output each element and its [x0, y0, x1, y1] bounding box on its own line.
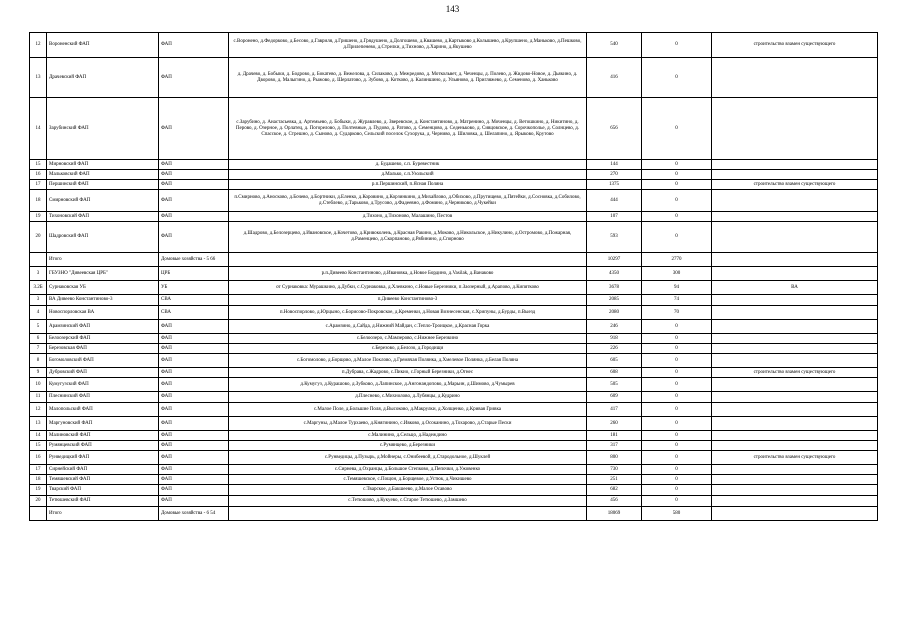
- facility-name: Мирновский ФАП: [47, 160, 159, 170]
- facility-name: Драчевский ФАП: [47, 58, 159, 98]
- facility-type: ФАП: [159, 222, 229, 253]
- facility-name: Белоозерский ФАП: [47, 334, 159, 344]
- facility-name: Итого: [47, 253, 159, 267]
- table-row: [30, 33, 878, 58]
- note: [712, 344, 878, 354]
- population-value: 416: [587, 58, 642, 98]
- row-number: 17: [30, 465, 47, 475]
- table-row: [30, 344, 878, 354]
- second-value: 0: [642, 441, 712, 451]
- facility-name: Березовская ФАП: [47, 344, 159, 354]
- facility-type: ФАП: [159, 465, 229, 475]
- settlements-list: с.Зарубино, д. Анастасьевка, д. Артемьево, д. Бобыки, д. Журавлево, д. Зверевское, д. Константиново, д. Матренино, д. Моченцы, д. Ветошкино, д. Никитино, д. Перово, д. Озерное, д. Орлатец, д. Погорелово, д. Полтевные, д. Пудово, д. Ратово, д. Семенцово, д. Седеньково, д. Сивцовское, д. Сорочкополье, д. Солнцево, д. Спасское, д. Стрешно, д. Сыново, д. Сударково, Сельский поселок Сухорука, д. Черниво, д. Шиловка, д. Шелапино, д. Ярыково, Крутово: [229, 98, 587, 160]
- facility-name: Румянцевский ФАП: [47, 441, 159, 451]
- facility-type: ФАП: [159, 496, 229, 507]
- second-value: 0: [642, 334, 712, 344]
- table-row: [30, 417, 878, 431]
- population-value: 270: [587, 170, 642, 180]
- facility-name: Тихоновский ФАП: [47, 212, 159, 222]
- settlements-list: с.Тварское, д.Бакшеево, д.Малое Осавово: [229, 485, 587, 496]
- settlements-list: д.Шадрово, д.Белозерцево, д.Ивановское, д.Кочетово, д.Кривоколень, д.Красная Ракино, д.Моково, д.Никольское, д.Никулино, д.Остромово, д.Пожарная, д.Раменцево, д.Скорпаново, д.Рябинино, д.Спорново: [229, 222, 587, 253]
- row-number: 13: [30, 58, 47, 98]
- row-number: 10: [30, 378, 47, 392]
- population-value: 918: [587, 334, 642, 344]
- second-value: 0: [642, 354, 712, 368]
- second-value: 0: [642, 170, 712, 180]
- settlements-list: д.Тихоно, д.Тихоново, Малашино, Пестов: [229, 212, 587, 222]
- second-value: 0: [642, 475, 712, 485]
- population-value: 251: [587, 475, 642, 485]
- facility-type: УБ: [159, 281, 229, 295]
- population-value: 593: [587, 222, 642, 253]
- facility-name: ГБУЗНО "Дивеевская ЦРБ": [47, 267, 159, 281]
- settlements-list: [229, 253, 587, 267]
- row-number: 15: [30, 441, 47, 451]
- row-number: 8: [30, 354, 47, 368]
- table-row: [30, 180, 878, 190]
- note: [712, 212, 878, 222]
- facility-type: ФАП: [159, 58, 229, 98]
- note: [712, 378, 878, 392]
- table-row: [30, 222, 878, 253]
- facility-name: Дубровский ФАП: [47, 368, 159, 378]
- facility-type: ФАП: [159, 320, 229, 334]
- row-number: 14: [30, 431, 47, 441]
- settlements-list: п.Дубрава, с.Жадрово, с.Пикио, с.Горный Березники, д.Огнес: [229, 368, 587, 378]
- facility-type: Домовые хозяйства - 6 54: [159, 507, 229, 521]
- note: [712, 475, 878, 485]
- second-value: 2770: [642, 253, 712, 267]
- table-row: [30, 403, 878, 417]
- facility-name: Тварский ФАП: [47, 485, 159, 496]
- facility-type: ФАП: [159, 368, 229, 378]
- row-number: 11: [30, 392, 47, 403]
- note: строительство взамен существующего: [712, 33, 878, 58]
- table-row: [30, 378, 878, 392]
- note: [712, 253, 878, 267]
- row-number: 13: [30, 417, 47, 431]
- second-value: 94: [642, 281, 712, 295]
- settlements-list: [229, 507, 587, 521]
- second-value: 0: [642, 180, 712, 190]
- settlements-list: д.Плеснево, с.Михнолово, д.Лубянцы, д.Кудрино: [229, 392, 587, 403]
- note: [712, 465, 878, 475]
- facility-type: ФАП: [159, 190, 229, 212]
- population-value: 1375: [587, 180, 642, 190]
- facility-type: ФАП: [159, 441, 229, 451]
- table-row: [30, 441, 878, 451]
- table-row: [30, 451, 878, 465]
- settlements-list: с.Темяшевское, с.Пощон, д.Борщевое, д.Устюк, д.Чикишево: [229, 475, 587, 485]
- population-value: 605: [587, 354, 642, 368]
- facility-type: СВА: [159, 295, 229, 306]
- second-value: 0: [642, 378, 712, 392]
- population-value: 456: [587, 496, 642, 507]
- table-row: [30, 320, 878, 334]
- facility-name: Вороненский ФАП: [47, 33, 159, 58]
- settlements-list: с.Сирнева, д.Охранцы, д.Большое Степково, д.Пепочки, д.Ужовенко: [229, 465, 587, 475]
- population-value: 730: [587, 465, 642, 475]
- row-number: 6: [30, 334, 47, 344]
- table-row: [30, 160, 878, 170]
- settlements-list: с.Богомолово, д.Борщово, д.Малое Поклово, д.Гремячая Полянка, д.Хмелевое Полянка, д.Белая Поляна: [229, 354, 587, 368]
- second-value: 0: [642, 368, 712, 378]
- row-number: 18: [30, 475, 47, 485]
- row-number: [30, 507, 47, 521]
- facility-name: ВА Дивеево Константиново-3: [47, 295, 159, 306]
- facility-name: Сирнейский ФАП: [47, 465, 159, 475]
- second-value: 74: [642, 295, 712, 306]
- second-value: 0: [642, 431, 712, 441]
- population-value: 417: [587, 403, 642, 417]
- population-value: 181: [587, 431, 642, 441]
- row-number: 5: [30, 320, 47, 334]
- facility-name: Богомоловский ФАП: [47, 354, 159, 368]
- settlements-list: с.Румянцево, д.Березники: [229, 441, 587, 451]
- facility-type: ФАП: [159, 334, 229, 344]
- facility-type: ФАП: [159, 98, 229, 160]
- note: [712, 320, 878, 334]
- row-number: 3.2Б: [30, 281, 47, 295]
- second-value: 0: [642, 392, 712, 403]
- facility-type: ФАП: [159, 378, 229, 392]
- row-number: 16: [30, 170, 47, 180]
- table-row: [30, 306, 878, 320]
- facility-type: ФАП: [159, 475, 229, 485]
- facility-type: ФАП: [159, 160, 229, 170]
- table-row: [30, 354, 878, 368]
- facility-type: ФАП: [159, 344, 229, 354]
- facility-name: Новоспорловская ВА: [47, 306, 159, 320]
- table-row: [30, 212, 878, 222]
- second-value: 0: [642, 320, 712, 334]
- row-number: 14: [30, 98, 47, 160]
- settlements-list: п.Смирново, д.Аносково, д.Бочево, д.Бортники, д.Еленко, д.Коровино, д.Корзинкино, д.Михайлово, д.Обихово, д.Прутищево, д.Пятейки, д.Сосновка, д.Собилово, д.Стеблево, д.Тарьково, д.Трусово, д.Фадеевно, д.Фомино, д.Черниково, д.Чукейки: [229, 190, 587, 212]
- row-number: 15: [30, 160, 47, 170]
- row-number: 3: [30, 267, 47, 281]
- facility-name: Сурнаковская УБ: [47, 281, 159, 295]
- population-value: 2080: [587, 306, 642, 320]
- second-value: 580: [642, 507, 712, 521]
- note: [712, 417, 878, 431]
- settlements-list: с.Малое Поле, д.Большие Поля, д.Высоково, д.Макрулки, д.Холщенко, д.Кривая Гривка: [229, 403, 587, 417]
- note: строительство взамен существующего: [712, 180, 878, 190]
- facility-name: Плеснинский ФАП: [47, 392, 159, 403]
- facilities-table: [29, 32, 878, 521]
- population-value: 608: [587, 368, 642, 378]
- settlements-list: р.п.Дивеево Константиново, д.Ивановка, д.Новое Бордино, д.Vasilak, д.Ванаково: [229, 267, 587, 281]
- table-row: [30, 485, 878, 496]
- settlements-list: с.Маргуны, д.Малое Турхаево, д.Княгинино, с.Ивково, д.Осоканино, д.Тохарово, д.Старые Пески: [229, 417, 587, 431]
- facility-type: ФАП: [159, 170, 229, 180]
- settlements-list: с.Воронено, д.Федорково, д.Бесово, д.Гавриля, д.Гришено, д.Грядушено, д.Долгошево, д.Квашево, д.Картыково д.Колышево, д.Крупшено, д.Маньково, д.Пешково, д.Прилепенево, д.Стрелки, д.Тихново, д.Харино, д.Якушево: [229, 33, 587, 58]
- population-value: 317: [587, 441, 642, 451]
- table-row: [30, 281, 878, 295]
- population-value: 656: [587, 98, 642, 160]
- table-row: [30, 465, 878, 475]
- facility-type: ФАП: [159, 485, 229, 496]
- table-row: [30, 267, 878, 281]
- facility-name: Маргуновский ФАП: [47, 417, 159, 431]
- population-value: 505: [587, 378, 642, 392]
- population-value: 682: [587, 485, 642, 496]
- second-value: 0: [642, 98, 712, 160]
- settlements-list: с.Рунведицы, д.Пузырь, д.Мойнеры, с.Онибеевой, д.Стародольное, д.Шуклей: [229, 451, 587, 465]
- table-row: [30, 98, 878, 160]
- facility-name: Темяшевский ФАП: [47, 475, 159, 485]
- population-value: 260: [587, 417, 642, 431]
- note: [712, 295, 878, 306]
- note: строительство взамен существующего: [712, 368, 878, 378]
- settlements-list: с.Белоозеро, с.Мамзерово, с.Нижнее Березкино: [229, 334, 587, 344]
- facility-type: ФАП: [159, 403, 229, 417]
- settlements-list: с.Арамзино, д.Сайда, д.Нижний Майдан, с.Тепло-Троицкое, д.Красная Горка: [229, 320, 587, 334]
- facility-type: ФАП: [159, 354, 229, 368]
- note: [712, 170, 878, 180]
- second-value: 0: [642, 485, 712, 496]
- note: [712, 160, 878, 170]
- note: [712, 403, 878, 417]
- settlements-list: д.Малько, с.п.Узольский: [229, 170, 587, 180]
- settlements-list: с.Березово, д.Белозо, д.Городищи: [229, 344, 587, 354]
- table-row: [30, 253, 878, 267]
- facility-type: ФАП: [159, 180, 229, 190]
- note: [712, 222, 878, 253]
- note: [712, 334, 878, 344]
- note: [712, 496, 878, 507]
- population-value: 540: [587, 33, 642, 58]
- second-value: 0: [642, 344, 712, 354]
- note: [712, 58, 878, 98]
- note: [712, 485, 878, 496]
- note: ВА: [712, 281, 878, 295]
- note: [712, 354, 878, 368]
- facility-name: Мальковский ФАП: [47, 170, 159, 180]
- population-value: 3678: [587, 281, 642, 295]
- facility-name: Кумугузский ФАП: [47, 378, 159, 392]
- table-row: [30, 58, 878, 98]
- row-number: 12: [30, 33, 47, 58]
- note: [712, 190, 878, 212]
- table-row: [30, 170, 878, 180]
- population-value: 144: [587, 160, 642, 170]
- facility-name: Смирновский ФАП: [47, 190, 159, 212]
- facility-name: Тетюшевский ФАП: [47, 496, 159, 507]
- settlements-list: д. Драчево, д. Бобыки, д. Бодрово, д. Бокатево, д. Вежелова, д. Силаково, д. Межредово, д. Моткольвет, д. Чеченцы, д. Полево, д. Жидово-Новое, д. Дьякино, д. Дворово, д. Малыгино, д. Рыжово, д. Шерлатово, д. Зубово, д. Котково, д. Калиншино, д. Ульяново, д. Пригляжево, д. Семеново, д. Ханьково: [229, 58, 587, 98]
- table-row: [30, 507, 878, 521]
- second-value: 0: [642, 403, 712, 417]
- row-number: 19: [30, 485, 47, 496]
- row-number: [30, 253, 47, 267]
- note: строительство взамен существующего: [712, 451, 878, 465]
- second-value: 0: [642, 451, 712, 465]
- note: [712, 98, 878, 160]
- row-number: 12: [30, 403, 47, 417]
- settlements-list: д. Будашево, с.п. Буревестник: [229, 160, 587, 170]
- population-value: 107: [587, 212, 642, 222]
- population-value: 444: [587, 190, 642, 212]
- facility-name: Итого: [47, 507, 159, 521]
- facility-type: СВА: [159, 306, 229, 320]
- note: [712, 306, 878, 320]
- note: [712, 441, 878, 451]
- second-value: 0: [642, 212, 712, 222]
- population-value: 2085: [587, 295, 642, 306]
- population-value: 4350: [587, 267, 642, 281]
- second-value: 0: [642, 190, 712, 212]
- table-row: [30, 190, 878, 212]
- facility-type: ФАП: [159, 417, 229, 431]
- table-row: [30, 475, 878, 485]
- settlements-list: от Сурнаковка: Мурашкино, д.Дубки, с.Сурнаковка, д.Хлевкино, с.Новые Березники, п.Заозерный, д.Арапово, д.Кипятково: [229, 281, 587, 295]
- population-value: 609: [587, 392, 642, 403]
- facility-name: Рунведицкий ФАП: [47, 451, 159, 465]
- facility-name: Шадровский ФАП: [47, 222, 159, 253]
- note: [712, 431, 878, 441]
- facility-type: ФАП: [159, 431, 229, 441]
- second-value: 0: [642, 496, 712, 507]
- settlements-list: с.Тетюшово, д.Кукуево, с.Старое Тетюшево, д.Замшево: [229, 496, 587, 507]
- row-number: 7: [30, 344, 47, 354]
- row-number: 3: [30, 295, 47, 306]
- note: [712, 507, 878, 521]
- page-number: 143: [445, 4, 460, 14]
- population-value: 18069: [587, 507, 642, 521]
- facility-type: ФАП: [159, 33, 229, 58]
- table-row: [30, 431, 878, 441]
- facility-name: Зарубинский ФАП: [47, 98, 159, 160]
- row-number: 16: [30, 451, 47, 465]
- table-row: [30, 295, 878, 306]
- second-value: 0: [642, 58, 712, 98]
- population-value: 226: [587, 344, 642, 354]
- second-value: 0: [642, 417, 712, 431]
- table-row: [30, 334, 878, 344]
- row-number: 20: [30, 222, 47, 253]
- settlements-list: с.Малинино, д.Сельцо, д.Надеждино: [229, 431, 587, 441]
- second-value: 0: [642, 33, 712, 58]
- row-number: 17: [30, 180, 47, 190]
- row-number: 9: [30, 368, 47, 378]
- second-value: 70: [642, 306, 712, 320]
- table-row: [30, 368, 878, 378]
- row-number: 4: [30, 306, 47, 320]
- note: [712, 267, 878, 281]
- note: [712, 392, 878, 403]
- row-number: 18: [30, 190, 47, 212]
- facility-type: Домовые хозяйства - 5 66: [159, 253, 229, 267]
- table-row: [30, 392, 878, 403]
- population-value: 10297: [587, 253, 642, 267]
- facility-name: Малиновский ФАП: [47, 431, 159, 441]
- facility-type: ФАП: [159, 392, 229, 403]
- table-body: [30, 33, 878, 521]
- register-table-wrapper: [29, 32, 877, 521]
- facility-type: ФАП: [159, 451, 229, 465]
- second-value: 300: [642, 267, 712, 281]
- second-value: 0: [642, 465, 712, 475]
- row-number: 19: [30, 212, 47, 222]
- settlements-list: п.Дивеево Константиново-3: [229, 295, 587, 306]
- facility-name: Першинский ФАП: [47, 180, 159, 190]
- settlements-list: д.Кумугуз, д.Курашово, д.Зубково, д.Лапинское, д.Ангонандопово, д.Марьин, д.Шимово, д.Чумырев: [229, 378, 587, 392]
- facility-type: ФАП: [159, 212, 229, 222]
- second-value: 0: [642, 160, 712, 170]
- row-number: 20: [30, 496, 47, 507]
- second-value: 0: [642, 222, 712, 253]
- settlements-list: п.Новоспорлово, д.Юрцыно, с.Борисово-Покровское, д.Кременки, д.Новая Вознесенская, с.Хрипуны, д.Бурды, п.Выезд: [229, 306, 587, 320]
- settlements-list: р.п.Першинский, п.Ясная Поляна: [229, 180, 587, 190]
- table-row: [30, 496, 878, 507]
- facility-type: ЦРБ: [159, 267, 229, 281]
- facility-name: Малопольский ФАП: [47, 403, 159, 417]
- facility-name: Арамзинский ФАП: [47, 320, 159, 334]
- population-value: 246: [587, 320, 642, 334]
- population-value: 800: [587, 451, 642, 465]
